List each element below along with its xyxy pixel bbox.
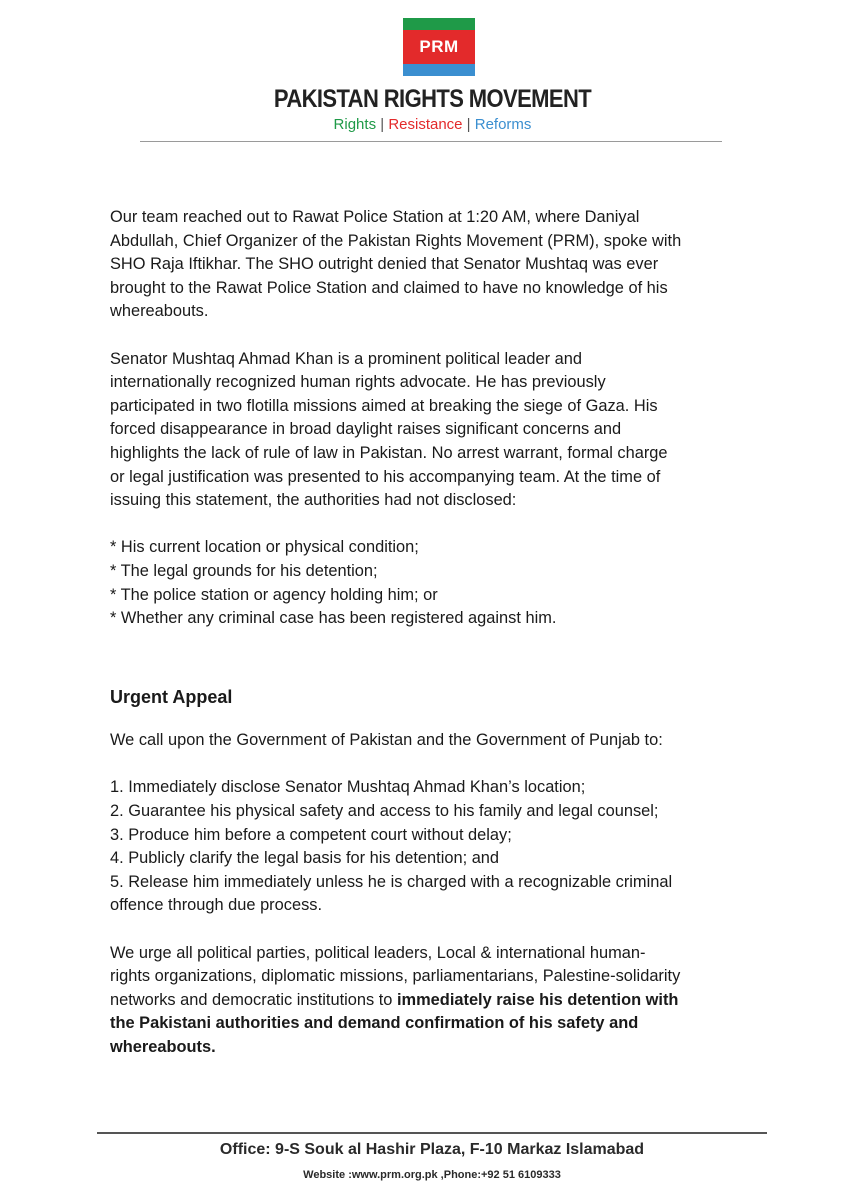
list-item: * The police station or agency holding him; or xyxy=(110,585,438,604)
logo-text: PRM xyxy=(419,37,459,56)
list-item: * Whether any criminal case has been registered against him. xyxy=(110,609,557,628)
list-item: 4. Publicly clarify the legal basis for his detention; and xyxy=(110,849,500,868)
logo-blue-band xyxy=(403,64,475,76)
list-item: * The legal grounds for his detention; xyxy=(110,561,378,580)
paragraph-1 xyxy=(110,206,770,324)
list-item: 3. Produce him before a competent court without delay; xyxy=(110,825,512,844)
closing-paragraph xyxy=(110,942,770,1060)
list-item: * His current location or physical condition; xyxy=(110,538,419,557)
closing-line: We urge all political parties, political leaders, Local & international human- xyxy=(110,943,646,962)
paragraph-1-line: Abdullah, Chief Organizer of the Pakistan Rights Movement (PRM), spoke with xyxy=(110,231,682,250)
list-item: 1. Immediately disclose Senator Mushtaq Ahmad Khan’s location; xyxy=(110,778,586,797)
undisclosed-items-list xyxy=(110,536,770,630)
statement-body xyxy=(110,206,770,1060)
paragraph-1-line: brought to the Rawat Police Station and claimed to have no knowledge of his xyxy=(110,278,668,297)
paragraph-2 xyxy=(110,348,770,513)
closing-line: networks and democratic institutions to xyxy=(110,990,397,1009)
list-item: 2. Guarantee his physical safety and access to his family and legal counsel; xyxy=(110,802,659,821)
footer-office-address: Office: 9-S Souk al Hashir Plaza, F-10 Markaz Islamabad xyxy=(219,1141,645,1158)
tagline-rights: Rights xyxy=(333,116,377,133)
prm-logo xyxy=(403,18,475,76)
tagline-separator: | xyxy=(376,116,389,133)
tagline-separator: | xyxy=(462,116,475,133)
closing-emphasis: whereabouts. xyxy=(110,1038,216,1056)
list-item: offence through due process. xyxy=(110,896,323,915)
closing-emphasis: immediately raise his detention with xyxy=(396,990,679,1009)
list-item: 5. Release him immediately unless he is charged with a recognizable criminal xyxy=(110,872,673,891)
paragraph-1-line: SHO Raja Iftikhar. The SHO outright denied that Senator Mushtaq was ever xyxy=(110,255,659,274)
section-heading: Urgent Appeal xyxy=(110,687,233,708)
footer-contact: Website :www.prm.org.pk ,Phone:+92 51 6109333 xyxy=(303,1169,561,1181)
paragraph-2-line: highlights the lack of rule of law in Pakistan. No arrest warrant, formal charge xyxy=(110,443,668,462)
paragraph-2-line: internationally recognized human rights advocate. He has previously xyxy=(110,373,606,392)
closing-line: rights organizations, diplomatic missions, parliamentarians, Palestine-solidarity xyxy=(110,967,681,986)
logo-green-band xyxy=(403,18,475,30)
paragraph-1-line: Our team reached out to Rawat Police Station at 1:20 AM, where Daniyal xyxy=(110,208,640,226)
paragraph-1-line: whereabouts. xyxy=(110,302,209,321)
org-name: PAKISTAN RIGHTS MOVEMENT xyxy=(273,84,592,113)
call-line: We call upon the Government of Pakistan and the Government of Punjab to: xyxy=(110,731,663,750)
paragraph-2-line: issuing this statement, the authorities had not disclosed: xyxy=(110,491,517,510)
closing-emphasis: the Pakistani authorities and demand confirmation of his safety and xyxy=(110,1014,639,1033)
demands-list xyxy=(110,776,770,918)
paragraph-2-line: participated in two flotilla missions aimed at breaking the siege of Gaza. His xyxy=(110,396,658,415)
paragraph-2-line: forced disappearance in broad daylight raises significant concerns and xyxy=(110,420,622,439)
tagline-resistance: Resistance xyxy=(388,116,463,133)
header-divider xyxy=(140,141,722,142)
tagline xyxy=(250,116,615,133)
footer-divider xyxy=(97,1132,767,1134)
paragraph-2-line: or legal justification was presented to his accompanying team. At the time of xyxy=(110,467,661,486)
paragraph-2-line: Senator Mushtaq Ahmad Khan is a prominent political leader and xyxy=(110,349,582,368)
tagline-reforms: Reforms xyxy=(474,116,532,133)
